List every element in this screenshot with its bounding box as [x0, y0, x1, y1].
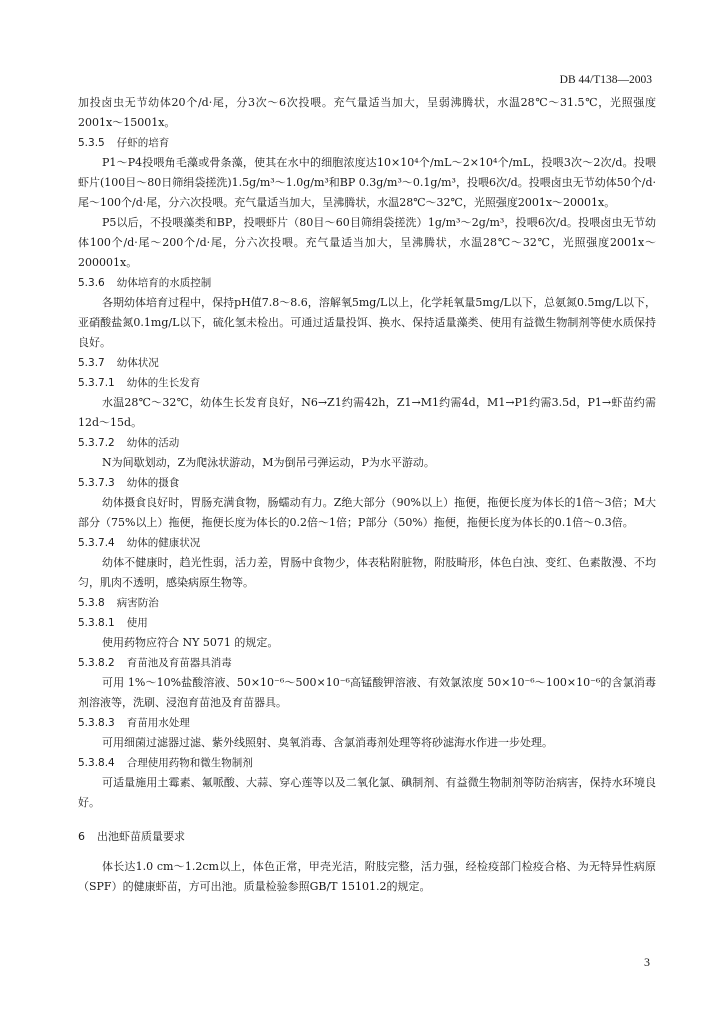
section-number: 5.3.8.3: [78, 717, 115, 729]
paragraph: 可用细菌过滤器过滤、紫外线照射、臭氧消毒、含氯消毒剂处理等将砂滤海水作进一步处理。: [102, 736, 553, 749]
section-heading: [78, 753, 656, 773]
section-number: 5.3.6: [78, 277, 105, 289]
section-number: 5.3.8.4: [78, 757, 115, 769]
section-title: 育苗用水处理: [126, 717, 190, 729]
section-heading: [78, 827, 656, 847]
section-title: 幼体培育的水质控制: [116, 277, 212, 289]
section-title: 病害防治: [116, 597, 159, 609]
paragraph: 可用 1%～10%盐酸溶液、50×10⁻⁶～500×10⁻⁶高锰酸钾溶液、有效氯浓度 50×10⁻⁶～100×10⁻⁶的含氯消毒剂溶液等，洗刷、浸泡育苗池及育苗器具。: [78, 676, 656, 709]
section-number: 5.3.7.4: [78, 537, 115, 549]
section-number: 6: [78, 830, 85, 843]
paragraph: P1～P4投喂角毛藻或骨条藻，使其在水中的细胞浓度达10×10⁴个/mL～2×10⁴个/mL，投喂3次～2次/d。投喂虾片(100目～80日筛绢袋搓洗)1.5g/m³～1.0g/m³和BP 0.3g/m³～0.1g/m³，投喂6次/d。投喂卤虫无节幼体50个/d·尾～100个/d·尾，分六次投喂。充气量适当加大，呈沸腾状，水温28℃～32℃，光照强度2001x～20001x。: [78, 156, 656, 209]
section-number: 5.3.7.3: [78, 477, 115, 489]
section-heading: [78, 433, 656, 453]
paragraph: 幼体不健康时，趋光性弱，活力差，胃肠中食物少，体表粘附脏物，附肢畸形，体色白浊、变红、色素散漫、不均匀，肌肉不透明，感染病原生物等。: [78, 556, 656, 589]
section-number: 5.3.7.2: [78, 437, 115, 449]
section-heading: [78, 473, 656, 493]
paragraph: 使用药物应符合 NY 5071 的规定。: [102, 636, 279, 649]
section-number: 5.3.5: [78, 137, 105, 149]
paragraph: 各期幼体培育过程中，保持pH值7.8～8.6，溶解氧5mg/L以上，化学耗氧量5mg/L以下，总氨氮0.5mg/L以下，亚硝酸盐氮0.1mg/L以下，硫化氢未检出。可通过适量投饵、换水、保持适量藻类、使用有益微生物制剂等使水质保持良好。: [78, 296, 656, 349]
section-title: 幼体的摄食: [126, 477, 180, 489]
section-number: 5.3.8.2: [78, 657, 115, 669]
page-number: 3: [644, 955, 650, 969]
paragraph: P5以后，不投喂藻类和BP，投喂虾片（80目～60目筛绢袋搓洗）1g/m³～2g/m³，投喂6次/d。投喂卤虫无节幼体100个/d·尾～200个/d·尾，分六次投喂。充气量适当加大，呈沸腾状，水温28℃～32℃，光照强度2001x～200001x。: [78, 216, 656, 269]
standard-code: DB 44/T138—2003: [559, 74, 652, 86]
section-title: 合理使用药物和微生物制剂: [126, 757, 253, 769]
section-heading: [78, 353, 656, 373]
paragraph: N为间歇划动，Z为爬泳状游动，M为倒吊弓弹运动，P为水平游动。: [102, 456, 435, 469]
paragraph: 水温28℃～32℃，幼体生长发育良好，N6→Z1约需42h，Z1→M1约需4d，M1→P1约需3.5d，P1→虾苗约需12d～15d。: [78, 396, 656, 429]
section-title: 使用: [126, 617, 148, 629]
section-title: 育苗池及育苗器具消毒: [126, 657, 232, 669]
section-number: 5.3.8.1: [78, 617, 115, 629]
section-heading: [78, 533, 656, 553]
section-heading: [78, 273, 656, 293]
paragraph: 幼体摄食良好时，胃肠充满食物，肠蠕动有力。Z绝大部分（90%以上）拖便，拖便长度为体长的1倍～3倍；M大部分（75%以上）拖便，拖便长度为体长的0.2倍～1倍；P部分（50%）拖便，拖便长度为体长的0.1倍～0.3倍。: [78, 496, 656, 529]
section-number: 5.3.7: [78, 357, 105, 369]
section-number: 5.3.7.1: [78, 377, 115, 389]
section-heading: [78, 653, 656, 673]
paragraph: 可适量施用土霉素、氟哌酸、大蒜、穿心莲等以及二氧化氯、碘制剂、有益微生物制剂等防治病害，保持水环境良好。: [78, 776, 656, 809]
document-body: [78, 93, 656, 897]
section-title: 幼体状况: [116, 357, 159, 369]
section-title: 仔虾的培育: [116, 137, 170, 149]
section-number: 5.3.8: [78, 597, 105, 609]
section-heading: [78, 133, 656, 153]
section-heading: [78, 713, 656, 733]
section-heading: [78, 593, 656, 613]
section-title: 幼体的健康状况: [126, 537, 201, 549]
section-title: 出池虾苗质量要求: [97, 830, 185, 843]
section-heading: [78, 373, 656, 393]
section-title: 幼体的活动: [126, 437, 180, 449]
section-heading: [78, 613, 656, 633]
section-title: 幼体的生长发育: [126, 377, 201, 389]
paragraph: 加投卤虫无节幼体20个/d·尾，分3次～6次投喂。充气量适当加大，呈弱沸腾状，水温28℃～31.5℃，光照强度2001x～15001x。: [78, 96, 656, 129]
paragraph: 体长达1.0 cm～1.2cm以上，体色正常，甲壳光洁，附肢完整，活力强，经检疫部门检疫合格、为无特异性病原（SPF）的健康虾苗，方可出池。质量检验参照GB/T 15101.2的规定。: [78, 860, 656, 893]
